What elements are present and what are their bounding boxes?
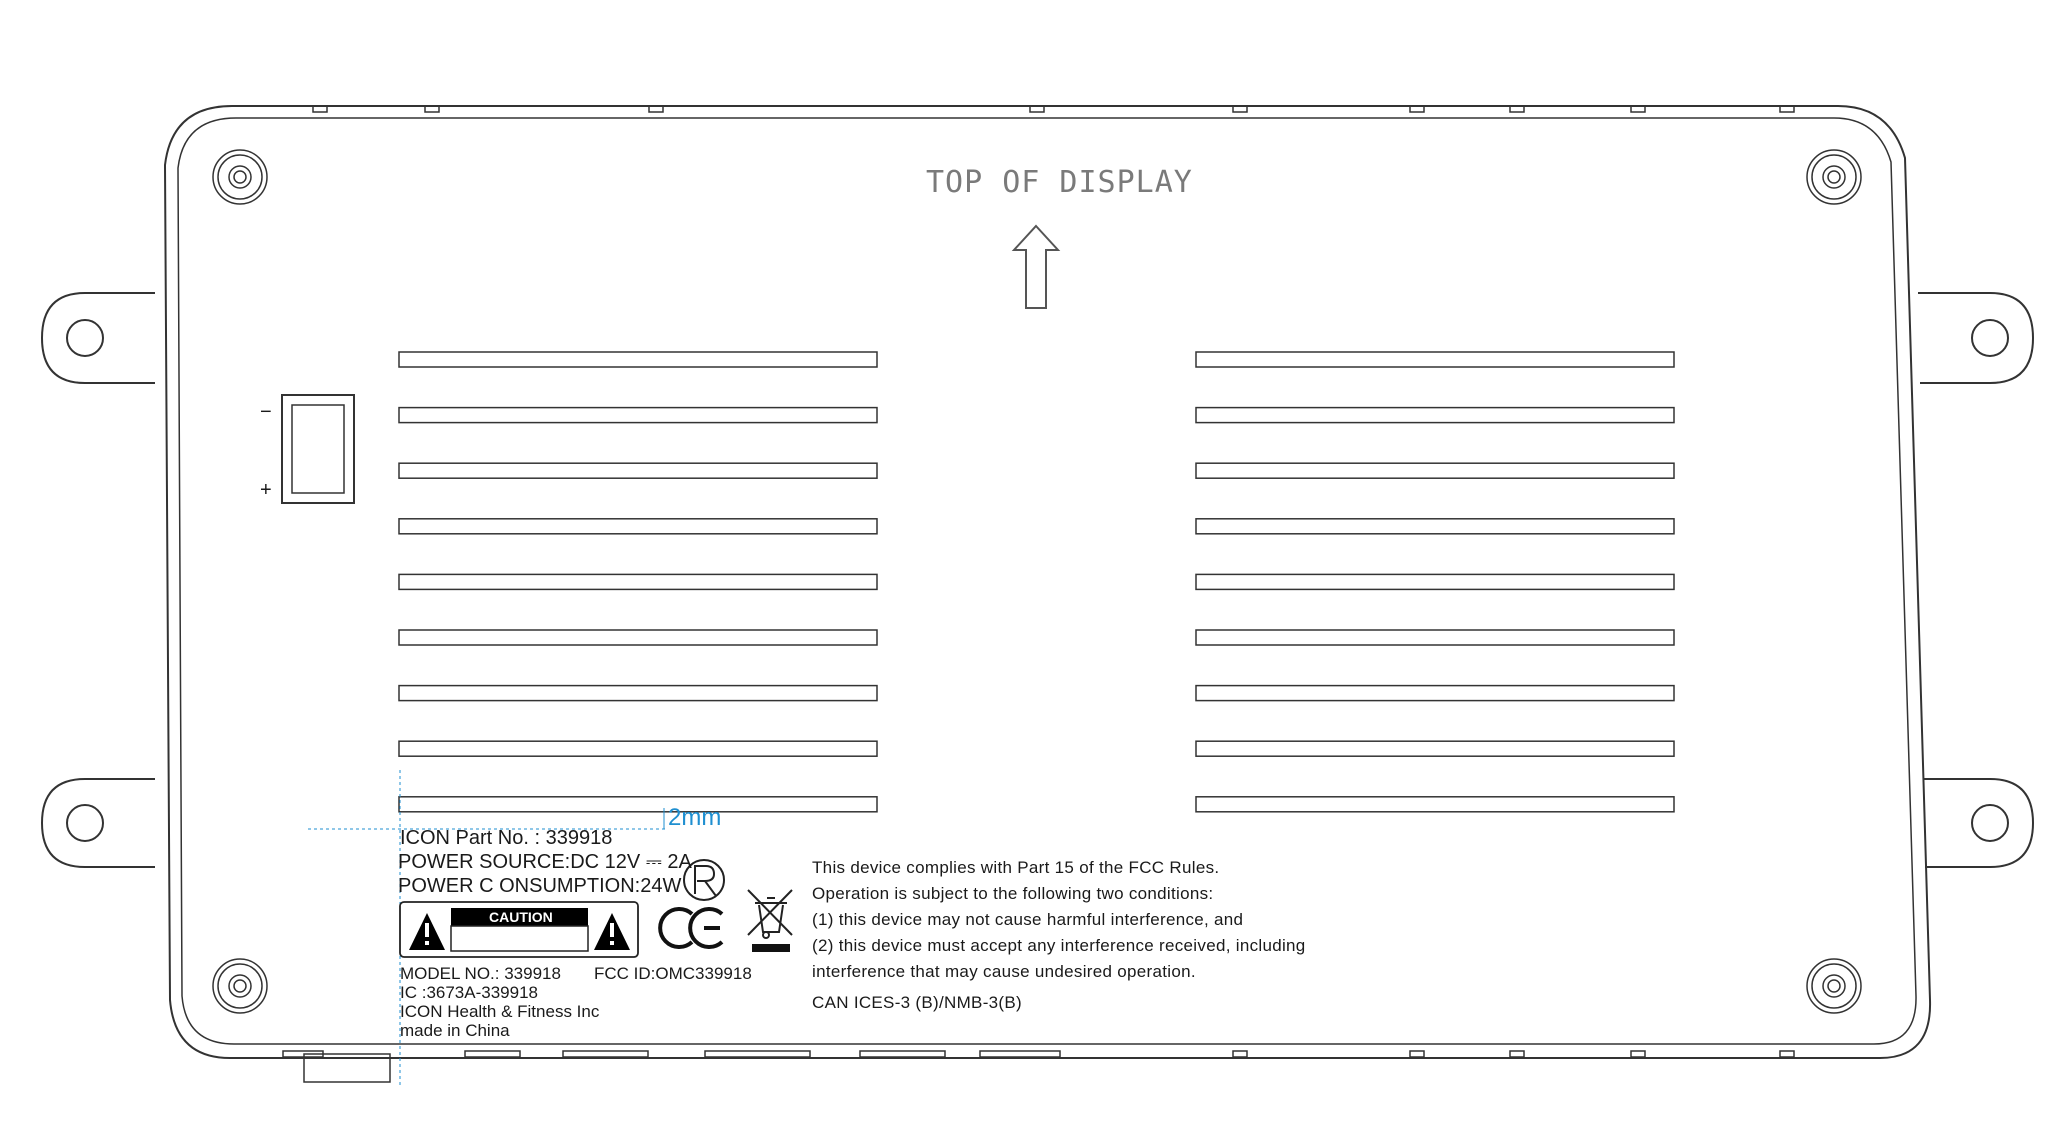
ices-statement: CAN ICES-3 (B)/NMB-3(B) bbox=[812, 993, 1022, 1012]
vent-slot bbox=[1196, 408, 1674, 423]
bottom-edge-tabs bbox=[283, 1051, 1794, 1057]
vent-slot bbox=[1196, 574, 1674, 589]
vent-slot bbox=[1196, 519, 1674, 534]
up-arrow-icon bbox=[1014, 226, 1058, 308]
top-of-display-label: TOP OF DISPLAY bbox=[926, 165, 1193, 200]
ce-mark-icon bbox=[660, 909, 722, 947]
fcc-line-3: (1) this device may not cause harmful interference, and bbox=[812, 910, 1244, 929]
ear-left-lower bbox=[42, 779, 155, 867]
vent-slot bbox=[1196, 741, 1674, 756]
power-switch-rocker bbox=[292, 405, 344, 493]
vent-slot bbox=[399, 463, 877, 478]
company-name: ICON Health & Fitness Inc bbox=[400, 1002, 600, 1021]
switch-minus-label: − bbox=[260, 401, 272, 423]
ear-right-upper-hole bbox=[1972, 320, 2008, 356]
fcc-id: FCC ID:OMC339918 bbox=[594, 964, 752, 983]
power-switch-housing bbox=[282, 395, 354, 503]
ear-right-upper bbox=[1918, 293, 2033, 383]
screw-boss-top-left bbox=[213, 150, 267, 204]
vent-slot bbox=[1196, 463, 1674, 478]
country-of-origin: made in China bbox=[400, 1021, 510, 1040]
ear-left-upper bbox=[42, 293, 155, 383]
power-consumption: POWER C ONSUMPTION:24W bbox=[398, 875, 682, 897]
fcc-line-5: interference that may cause undesired operation. bbox=[812, 962, 1196, 981]
vent-slot bbox=[399, 686, 877, 701]
vent-slot bbox=[399, 741, 877, 756]
mounting-ears bbox=[42, 293, 2033, 867]
ic-number: IC :3673A-339918 bbox=[400, 983, 538, 1002]
model-number: MODEL NO.: 339918 bbox=[400, 964, 561, 983]
vent-slot bbox=[399, 352, 877, 367]
power-source: POWER SOURCE:DC 12V ⎓ 2A bbox=[398, 851, 692, 873]
vent-slot bbox=[1196, 630, 1674, 645]
fcc-line-1: This device complies with Part 15 of the FCC Rules. bbox=[812, 858, 1220, 877]
switch-plus-label: + bbox=[260, 479, 272, 501]
vent-slot bbox=[399, 797, 877, 812]
vent-slot bbox=[1196, 797, 1674, 812]
caution-text: CAUTION bbox=[489, 909, 553, 925]
caution-blank-box bbox=[451, 926, 588, 951]
vent-slot bbox=[1196, 352, 1674, 367]
vent-slot bbox=[399, 630, 877, 645]
screw-boss-top-right bbox=[1807, 150, 1861, 204]
ear-left-lower-hole bbox=[67, 805, 103, 841]
weee-crossed-bin-icon bbox=[748, 890, 792, 952]
dimension-2mm-label: 2mm bbox=[668, 804, 722, 831]
vent-slot bbox=[1196, 686, 1674, 701]
vent-slots-right bbox=[1196, 352, 1674, 812]
vent-slot bbox=[399, 408, 877, 423]
fcc-line-2: Operation is subject to the following two conditions: bbox=[812, 884, 1214, 903]
ear-right-lower bbox=[1923, 779, 2033, 867]
fcc-line-4: (2) this device must accept any interference received, including bbox=[812, 936, 1306, 955]
housing-inner-outline bbox=[178, 118, 1916, 1044]
vent-slots-left bbox=[399, 352, 877, 812]
part-number: ICON Part No. : 339918 bbox=[400, 827, 613, 849]
vent-slot bbox=[399, 519, 877, 534]
screw-boss-bottom-right bbox=[1807, 959, 1861, 1013]
vent-slot bbox=[399, 574, 877, 589]
ear-left-upper-hole bbox=[67, 320, 103, 356]
ear-right-lower-hole bbox=[1972, 805, 2008, 841]
screw-boss-bottom-left bbox=[213, 959, 267, 1013]
